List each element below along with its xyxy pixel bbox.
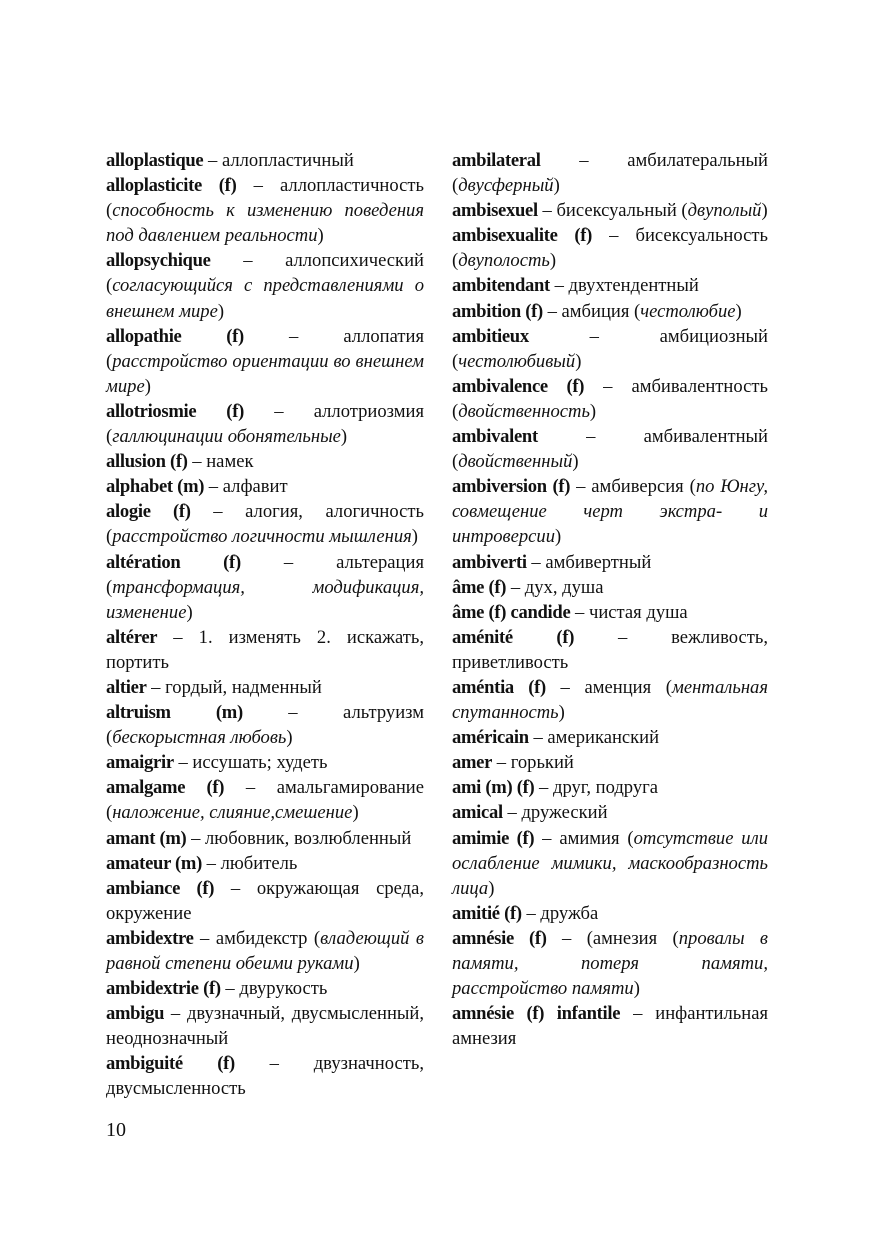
entry-altier [106,675,424,700]
headword: ami (m) (f) [452,777,535,799]
explanation: двуполый [687,200,762,222]
separator: – [203,150,222,171]
translation: двурукость [239,978,328,1000]
closing-paren: ) [589,400,597,422]
headword: ambitieux [452,325,529,347]
headword: amitié (f) [452,902,522,924]
headword: ambiguité (f) [106,1053,235,1075]
headword: altérer [106,626,158,648]
separator: – [242,702,344,724]
translation: чистая душа [589,601,688,623]
closing-paren: ) [735,300,742,322]
translation: дух, душа [524,576,604,598]
headword: âme (f) candide [452,601,571,623]
headword: ambidextre [106,927,194,949]
headword: amnésie (f) infantile [452,1003,621,1025]
headword: alphabet (m) [106,476,205,498]
headword: ambilateral [452,150,541,171]
explanation: расстройство логичности мышления [112,526,412,548]
headword: ambisexuel [452,200,538,222]
separator: – [236,175,280,197]
headword: alogie (f) [106,501,191,523]
translation: двузначность, двусмысленность [106,1053,424,1100]
translation: альтруизм ( [106,702,425,749]
left-column [106,148,424,1102]
headword: altération (f) [106,551,241,573]
entry-ambigu [106,1001,424,1051]
entry-ambitieux [452,324,768,374]
closing-paren: ) [186,601,193,623]
explanation: владеющий в равной степени обеими руками [106,927,424,974]
translation: горький [510,752,574,774]
separator: – [528,325,660,347]
closing-paren: ) [352,802,359,824]
headword: âme (f) [452,576,507,598]
separator: – [190,501,246,523]
translation: вежливость, приветливость [452,626,768,673]
separator: – [542,300,562,322]
translation: амбилатеральный ( [452,150,768,197]
entry-amenite [452,625,768,675]
entry-amer [452,750,768,775]
separator: – [537,426,644,448]
headword: amnésie (f) [452,927,547,949]
entry-ambiance [106,876,424,926]
headword: ambiverti [452,551,527,573]
headword: amant (m) [106,827,187,849]
separator: – [584,375,632,397]
separator: – [502,802,522,824]
entry-amateur [106,851,424,876]
explanation: согласующийся с представлениями о внешнем мире [106,275,424,322]
headword: allopsychique [106,250,211,272]
translation: амбициозный ( [452,325,768,372]
separator: – [220,978,240,1000]
entry-americain [452,725,768,750]
separator: – [570,601,589,623]
separator: – [534,777,553,799]
translation: аллопсихический ( [106,250,424,297]
explanation: галлюцинации обонятельные [112,426,341,448]
entry-allusion [106,449,424,474]
closing-paren: ) [553,175,560,197]
translation: амбиверсия ( [591,476,696,498]
translation: амбивалентность ( [452,375,768,422]
separator: – [204,476,223,498]
headword: améntia (f) [452,676,546,698]
explanation: ментальная спутанность [452,676,768,724]
headword: allotriosmie (f) [106,400,244,422]
headword: ambivalent [452,426,538,448]
entry-ambiverti [452,550,768,575]
headword: amalgame (f) [106,777,225,799]
headword: ambigu [106,1003,165,1025]
translation: аллотриозмия ( [106,400,425,448]
closing-paren: ) [558,702,565,724]
closing-paren: ) [411,526,418,548]
separator: – [521,902,541,924]
headword: aménité (f) [452,626,575,648]
translation: алфавит [222,476,288,498]
entry-ambivalent [452,424,768,474]
entry-amalgame [106,775,424,825]
translation: двухтендентный [568,275,699,297]
translation: аллопластичность ( [106,175,425,222]
translation: алогия, алогичность ( [106,501,424,548]
entry-ambidextrie [106,976,424,1001]
closing-paren: ) [549,250,557,272]
closing-paren: ) [761,200,768,222]
closing-paren: ) [633,978,640,1000]
closing-paren: ) [575,350,582,372]
headword: alloplasticite (f) [106,175,237,197]
entry-ami [452,775,768,800]
separator: – [186,827,206,849]
closing-paren: ) [488,877,495,899]
entry-ambidextre [106,926,424,976]
separator: – [202,852,221,874]
separator: – [164,1003,187,1025]
entry-alloplasticite [106,173,424,248]
separator: – [193,927,216,949]
closing-paren: ) [353,953,360,974]
separator: – [187,451,207,473]
separator: – [224,777,277,799]
headword: altruism (m) [106,702,243,724]
entry-allotriosmie [106,399,424,449]
headword: allusion (f) [106,451,188,473]
headword: ambisexualite (f) [452,225,593,247]
separator: – [526,551,546,573]
entry-ambilateral [452,148,768,198]
headword: ambition (f) [452,300,543,322]
entry-ambitendant [452,273,768,298]
explanation: честолюбие [640,300,736,322]
explanation: трансформация, модификация, изменение [106,576,424,623]
translation: амбиция ( [561,300,641,322]
closing-paren: ) [144,375,151,397]
entry-alphabet [106,474,424,499]
translation: окружающая среда, окружение [106,877,424,924]
separator: – [540,150,628,171]
page-number: 10 [106,1119,126,1141]
separator: – [157,626,199,648]
separator: – [570,476,592,498]
closing-paren: ) [572,451,579,473]
separator: – [592,225,636,247]
explanation: честолюбивый [458,350,576,372]
headword: ambidextrie (f) [106,978,221,1000]
entry-alloplastique [106,148,424,173]
explanation: двойственный [458,451,573,473]
separator: – [243,325,344,347]
entry-alogie [106,499,424,549]
separator: – [546,927,587,949]
entry-amaigrir [106,750,424,775]
separator: – [492,752,511,774]
entry-altruism [106,700,424,750]
headword: altier [106,676,147,698]
separator: – [534,827,560,849]
separator: – [240,551,337,573]
separator: – [620,1003,656,1025]
translation: друг, подруга [553,777,659,799]
headword: amateur (m) [106,852,203,874]
headword: ambiance (f) [106,877,215,899]
explanation: бескорыстная любовь [112,727,287,749]
entry-ambiversion [452,474,768,549]
right-column [452,148,768,1051]
explanation: наложение, слияние,смешение [112,802,353,824]
separator: – [214,877,257,899]
explanation: по Юнгу, совмещение черт экстра- и интроверсии [452,476,768,548]
translation: двузначный, двусмысленный, неоднозначный [106,1003,424,1050]
entry-allopsychique [106,248,424,323]
closing-paren: ) [217,300,225,322]
translation: намек [206,451,254,473]
separator: – [234,1053,314,1075]
translation: альтерация ( [106,551,425,598]
translation: бисексуальный ( [556,200,688,222]
translation: (амнезия ( [586,927,679,949]
closing-paren: ) [317,225,324,247]
explanation: двойственность [458,400,590,422]
explanation: способность к изменению поведения под давлением реальности [106,200,424,247]
entry-amentia [452,675,768,725]
entry-ambiguite [106,1051,424,1101]
separator: – [537,200,557,222]
headword: amical [452,802,503,824]
translation: инфантильная амнезия [452,1003,768,1050]
separator: – [243,400,314,422]
separator: – [549,275,569,297]
translation: бисексуальность ( [452,225,769,272]
entry-amimie [452,826,768,901]
headword: amimie (f) [452,827,535,849]
separator: – [173,752,193,774]
headword: américain [452,727,529,749]
translation: амбивертный [545,551,652,573]
entry-amitie [452,901,768,926]
explanation: отсутствие или ослабление мимики, маскообразность лица [452,827,768,899]
headword: ambitendant [452,275,550,297]
entry-ambivalence [452,374,768,424]
separator: – [545,676,585,698]
translation: американский [547,727,660,749]
translation: любовник, возлюбленный [205,827,412,849]
translation: амбивалентный ( [452,426,768,473]
entry-alterer [106,625,424,675]
translation: аллопластичный [221,150,354,171]
separator: – [146,676,166,698]
translation: амимия ( [559,827,634,849]
entry-ame [452,575,768,600]
translation: амальгамирование ( [106,777,424,824]
headword: amaigrir [106,752,174,774]
entry-allopathie [106,324,424,399]
entry-ambisexualite [452,223,768,273]
separator: – [506,576,525,598]
explanation: двуполость [458,250,550,272]
entry-alteration [106,550,424,625]
separator: – [574,626,672,648]
translation: амбидекстр ( [215,927,321,949]
headword: amer [452,752,493,774]
translation: иссушать; худеть [192,752,328,774]
translation: гордый, надменный [165,676,322,698]
entry-ame-candide [452,600,768,625]
separator: – [210,250,286,272]
closing-paren: ) [340,426,348,448]
entry-amnesie-infantile [452,1001,768,1051]
entry-amical [452,800,768,825]
entry-ambisexuel [452,198,768,223]
translation: аллопатия ( [106,325,424,372]
translation: дружеский [521,802,608,824]
closing-paren: ) [555,526,562,548]
translation: любитель [220,852,298,874]
entry-ambition [452,299,768,324]
headword: ambivalence (f) [452,375,585,397]
explanation: расстройство ориентации во внешнем мире [106,350,424,397]
translation: аменция ( [584,676,672,698]
headword: alloplastique [106,150,204,171]
explanation: двусферный [458,175,554,197]
entry-amnesie [452,926,768,1001]
entry-amant [106,826,424,851]
headword: allopathie (f) [106,325,244,347]
headword: ambiversion (f) [452,476,571,498]
translation: дружба [540,902,599,924]
closing-paren: ) [286,727,293,749]
separator: – [528,727,548,749]
translation: 1. изменять 2. искажать, портить [106,626,425,673]
explanation: провалы в памяти, потеря памяти, расстройство памяти [452,927,768,1000]
